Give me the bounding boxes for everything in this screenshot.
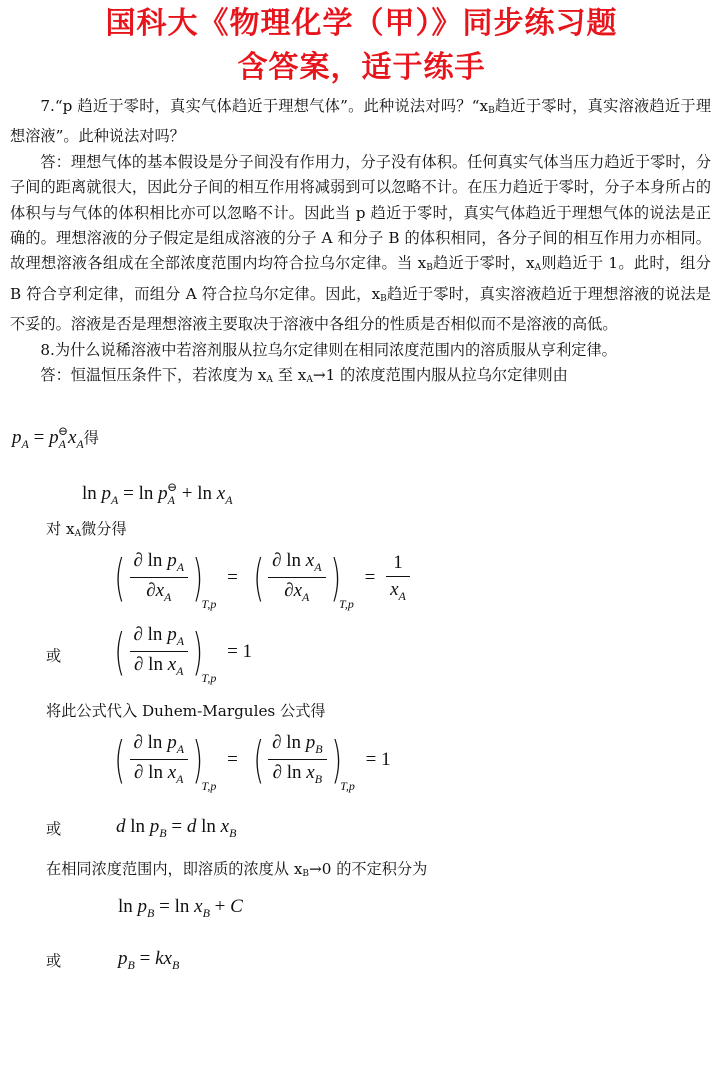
equation-log-derivative: ( $\frac{\partial \ln p_A}{\partial \ln x_A}$ )$_{T,p} = 1$ [114,622,253,685]
document-body [10,94,711,393]
equation-integral: $\ln p_B = \ln x_B + C$ [118,896,243,920]
question-8: 8.为什么说稀溶液中若溶剂服从拉乌尔定律则在相同浓度范围内的溶质服从亨利定律。 [40,340,617,359]
equation-partial-derivative: ( $\frac{\partial \ln p_A}{\partial x_A}$ )$_{T,p}$ = ( $\frac{\partial \ln x_A}{\partial x_A}$ )$_{T,p}$ = $\frac{1}{x_A}$ [110,550,410,612]
answer-7: 答：理想气体的基本假设是分子间没有作用力，分子没有体积。任何真实气体当压力趋近于零时，分子间的距离就很大，因此分子间的相互作用将减弱到可以忽略不计。在压力趋近于零时，分子本身所占的体积与与气体的体积相比亦可以忽略不计。因此当 p 趋近于零时，真实气体趋近于理想气体的说法是正确的。理想溶液的分子假定是组成溶液的分子 A 和分子 B 的体积相同，各分子间的相互作用力亦相同。故理想溶液各组成在全部浓度范围内均符合拉乌尔定律。当 xB趋近于零时，xA则趋近于 1。此时，组分 B 符合亨利定律，而组分 A 符合拉乌尔定律。因此，xB趋近于零时，真实溶液趋近于理想溶液的说法是不妥的。溶液是否是理想溶液主要取决于溶液中各组分的性质是否相似而不是溶液的高低。 [10,152,711,334]
equation-log-raoult: $\ln p_A = \ln p_A^⊖ + \ln x_A$ [82,480,233,507]
question-7: 7.“p 趋近于零时，真实气体趋近于理想气体”。此种说法对吗？“$x_B$趋近于零时，真实溶液趋近于理想溶液”。此种说法对吗？ [10,97,712,146]
or-label-2: 或 [46,820,62,838]
equation-raoult: $p_A = p_A^⊖x_A$得 [12,424,99,451]
document-header [0,2,723,90]
range-label: 在相同浓度范围内，即溶质的浓度从 xB→0 的不定积分为 [46,860,428,879]
or-label-3: 或 [46,952,62,970]
substitute-label: 将此公式代入 Duhem-Margules 公式得 [46,702,326,720]
equation-differential: d $\ln p_B = d$ $\ln x_B$ [116,816,237,840]
header-subtitle: 含答案，适于练手 [237,50,486,85]
equation-duhem-margules: ( $\frac{\partial \ln p_A}{\partial \ln x_A}$ )$_{T,p}$ = ( $\frac{\partial \ln p_B}{\partial \ln x_B}$ )$_{T,p} = 1$ [114,730,391,793]
header-title: 国科大《物理化学（甲）》同步练习题 [105,6,618,41]
differentiate-label: 对 xA微分得 [46,520,127,539]
answer-8-intro: 答：恒温恒压条件下，若浓度为 xA 至 xA→1 的浓度范围内服从拉乌尔定律则由 [40,366,568,386]
equation-henry: $p_B = kx_B$ [118,948,180,972]
or-label-1: 或 [46,647,62,665]
